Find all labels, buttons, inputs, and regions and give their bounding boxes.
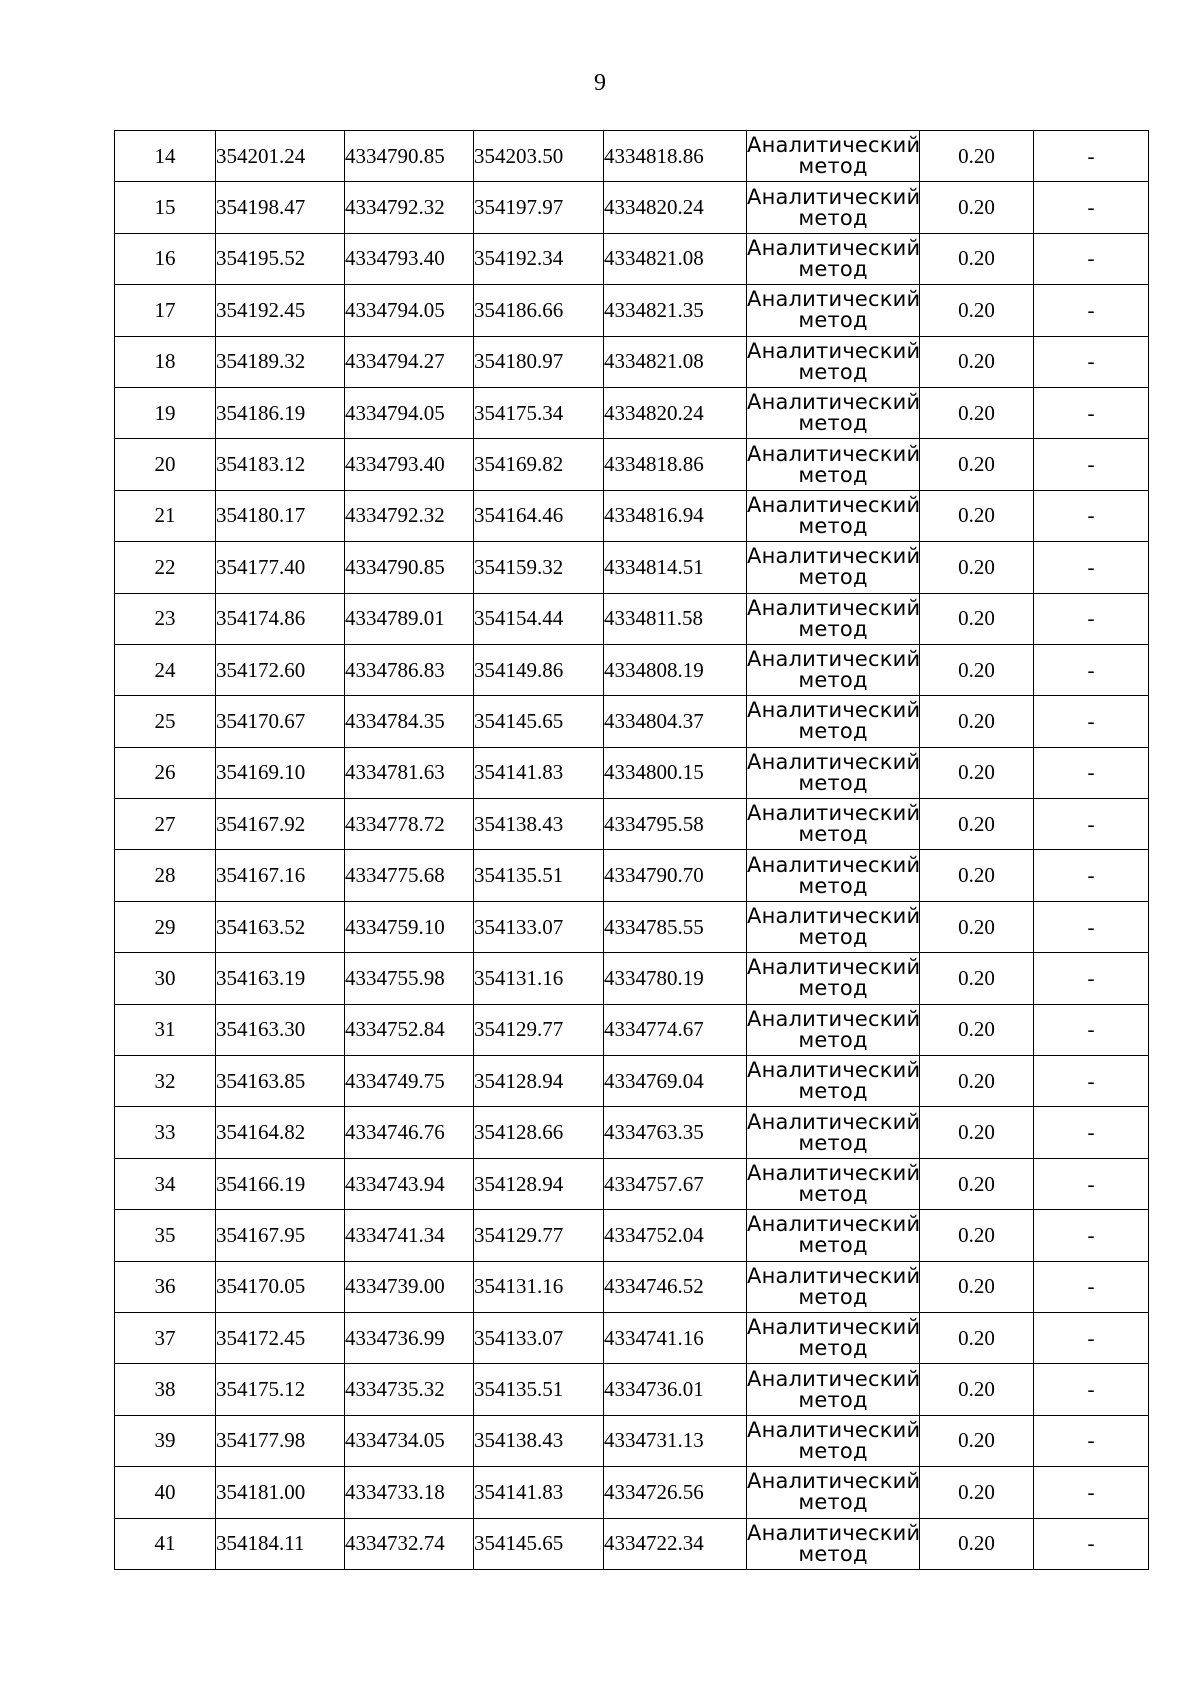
table-row bbox=[115, 542, 1149, 593]
method-cell: Аналитический метод bbox=[747, 285, 920, 336]
x-coordinate-cell: 354163.30 bbox=[216, 1004, 345, 1055]
x-new-coordinate-cell: 354129.77 bbox=[474, 1004, 604, 1055]
method-cell: Аналитический метод bbox=[747, 131, 920, 182]
point-number-cell: 17 bbox=[115, 285, 216, 336]
precision-cell: 0.20 bbox=[920, 644, 1034, 695]
description-cell: - bbox=[1034, 439, 1149, 490]
description-cell: - bbox=[1034, 336, 1149, 387]
y-new-coordinate-cell: 4334804.37 bbox=[604, 696, 747, 747]
y-new-coordinate-cell: 4334820.24 bbox=[604, 387, 747, 438]
y-new-coordinate-cell: 4334818.86 bbox=[604, 439, 747, 490]
y-new-coordinate-cell: 4334757.67 bbox=[604, 1158, 747, 1209]
y-coordinate-cell: 4334794.05 bbox=[345, 285, 474, 336]
precision-cell: 0.20 bbox=[920, 593, 1034, 644]
x-coordinate-cell: 354198.47 bbox=[216, 182, 345, 233]
y-coordinate-cell: 4334734.05 bbox=[345, 1415, 474, 1466]
description-cell: - bbox=[1034, 1056, 1149, 1107]
x-new-coordinate-cell: 354145.65 bbox=[474, 696, 604, 747]
y-coordinate-cell: 4334784.35 bbox=[345, 696, 474, 747]
precision-cell: 0.20 bbox=[920, 1518, 1034, 1569]
table-row bbox=[115, 1056, 1149, 1107]
y-coordinate-cell: 4334790.85 bbox=[345, 542, 474, 593]
x-new-coordinate-cell: 354180.97 bbox=[474, 336, 604, 387]
precision-cell: 0.20 bbox=[920, 285, 1034, 336]
point-number-cell: 16 bbox=[115, 233, 216, 284]
precision-cell: 0.20 bbox=[920, 1056, 1034, 1107]
y-new-coordinate-cell: 4334818.86 bbox=[604, 131, 747, 182]
table-row bbox=[115, 747, 1149, 798]
precision-cell: 0.20 bbox=[920, 439, 1034, 490]
precision-cell: 0.20 bbox=[920, 799, 1034, 850]
method-cell: Аналитический метод bbox=[747, 747, 920, 798]
x-coordinate-cell: 354180.17 bbox=[216, 490, 345, 541]
table-row bbox=[115, 490, 1149, 541]
precision-cell: 0.20 bbox=[920, 387, 1034, 438]
x-coordinate-cell: 354195.52 bbox=[216, 233, 345, 284]
x-coordinate-cell: 354192.45 bbox=[216, 285, 345, 336]
table-row bbox=[115, 1467, 1149, 1518]
point-number-cell: 24 bbox=[115, 644, 216, 695]
point-number-cell: 27 bbox=[115, 799, 216, 850]
x-coordinate-cell: 354183.12 bbox=[216, 439, 345, 490]
x-new-coordinate-cell: 354129.77 bbox=[474, 1210, 604, 1261]
point-number-cell: 15 bbox=[115, 182, 216, 233]
description-cell: - bbox=[1034, 542, 1149, 593]
y-new-coordinate-cell: 4334821.08 bbox=[604, 336, 747, 387]
method-cell: Аналитический метод bbox=[747, 1056, 920, 1107]
description-cell: - bbox=[1034, 953, 1149, 1004]
method-cell: Аналитический метод bbox=[747, 1261, 920, 1312]
x-coordinate-cell: 354166.19 bbox=[216, 1158, 345, 1209]
x-coordinate-cell: 354181.00 bbox=[216, 1467, 345, 1518]
y-new-coordinate-cell: 4334736.01 bbox=[604, 1364, 747, 1415]
y-new-coordinate-cell: 4334752.04 bbox=[604, 1210, 747, 1261]
precision-cell: 0.20 bbox=[920, 542, 1034, 593]
description-cell: - bbox=[1034, 1518, 1149, 1569]
y-coordinate-cell: 4334792.32 bbox=[345, 490, 474, 541]
y-new-coordinate-cell: 4334785.55 bbox=[604, 901, 747, 952]
description-cell: - bbox=[1034, 285, 1149, 336]
method-cell: Аналитический метод bbox=[747, 593, 920, 644]
point-number-cell: 20 bbox=[115, 439, 216, 490]
x-coordinate-cell: 354177.40 bbox=[216, 542, 345, 593]
method-cell: Аналитический метод bbox=[747, 336, 920, 387]
point-number-cell: 33 bbox=[115, 1107, 216, 1158]
precision-cell: 0.20 bbox=[920, 953, 1034, 1004]
y-new-coordinate-cell: 4334800.15 bbox=[604, 747, 747, 798]
precision-cell: 0.20 bbox=[920, 490, 1034, 541]
table-row bbox=[115, 233, 1149, 284]
precision-cell: 0.20 bbox=[920, 233, 1034, 284]
y-coordinate-cell: 4334790.85 bbox=[345, 131, 474, 182]
y-coordinate-cell: 4334743.94 bbox=[345, 1158, 474, 1209]
method-cell: Аналитический метод bbox=[747, 799, 920, 850]
y-new-coordinate-cell: 4334795.58 bbox=[604, 799, 747, 850]
y-coordinate-cell: 4334789.01 bbox=[345, 593, 474, 644]
y-new-coordinate-cell: 4334821.08 bbox=[604, 233, 747, 284]
precision-cell: 0.20 bbox=[920, 1415, 1034, 1466]
precision-cell: 0.20 bbox=[920, 1364, 1034, 1415]
table-body bbox=[115, 131, 1149, 1570]
y-new-coordinate-cell: 4334820.24 bbox=[604, 182, 747, 233]
x-new-coordinate-cell: 354197.97 bbox=[474, 182, 604, 233]
description-cell: - bbox=[1034, 1364, 1149, 1415]
table-row bbox=[115, 439, 1149, 490]
point-number-cell: 14 bbox=[115, 131, 216, 182]
table-row bbox=[115, 1415, 1149, 1466]
y-new-coordinate-cell: 4334746.52 bbox=[604, 1261, 747, 1312]
table-row bbox=[115, 696, 1149, 747]
precision-cell: 0.20 bbox=[920, 1004, 1034, 1055]
x-new-coordinate-cell: 354159.32 bbox=[474, 542, 604, 593]
x-new-coordinate-cell: 354135.51 bbox=[474, 1364, 604, 1415]
point-number-cell: 38 bbox=[115, 1364, 216, 1415]
x-new-coordinate-cell: 354135.51 bbox=[474, 850, 604, 901]
x-new-coordinate-cell: 354133.07 bbox=[474, 1312, 604, 1363]
y-new-coordinate-cell: 4334722.34 bbox=[604, 1518, 747, 1569]
precision-cell: 0.20 bbox=[920, 747, 1034, 798]
point-number-cell: 28 bbox=[115, 850, 216, 901]
point-number-cell: 40 bbox=[115, 1467, 216, 1518]
x-new-coordinate-cell: 354164.46 bbox=[474, 490, 604, 541]
y-new-coordinate-cell: 4334774.67 bbox=[604, 1004, 747, 1055]
x-coordinate-cell: 354184.11 bbox=[216, 1518, 345, 1569]
y-new-coordinate-cell: 4334769.04 bbox=[604, 1056, 747, 1107]
precision-cell: 0.20 bbox=[920, 1467, 1034, 1518]
x-coordinate-cell: 354167.92 bbox=[216, 799, 345, 850]
method-cell: Аналитический метод bbox=[747, 1415, 920, 1466]
y-coordinate-cell: 4334749.75 bbox=[345, 1056, 474, 1107]
table-row bbox=[115, 593, 1149, 644]
x-new-coordinate-cell: 354186.66 bbox=[474, 285, 604, 336]
method-cell: Аналитический метод bbox=[747, 1467, 920, 1518]
table-row bbox=[115, 1107, 1149, 1158]
x-coordinate-cell: 354189.32 bbox=[216, 336, 345, 387]
point-number-cell: 21 bbox=[115, 490, 216, 541]
description-cell: - bbox=[1034, 850, 1149, 901]
table-row bbox=[115, 901, 1149, 952]
y-new-coordinate-cell: 4334811.58 bbox=[604, 593, 747, 644]
y-new-coordinate-cell: 4334814.51 bbox=[604, 542, 747, 593]
table-row bbox=[115, 387, 1149, 438]
x-new-coordinate-cell: 354138.43 bbox=[474, 1415, 604, 1466]
precision-cell: 0.20 bbox=[920, 131, 1034, 182]
y-coordinate-cell: 4334752.84 bbox=[345, 1004, 474, 1055]
method-cell: Аналитический метод bbox=[747, 182, 920, 233]
x-coordinate-cell: 354174.86 bbox=[216, 593, 345, 644]
x-coordinate-cell: 354167.16 bbox=[216, 850, 345, 901]
table-row bbox=[115, 1312, 1149, 1363]
y-new-coordinate-cell: 4334816.94 bbox=[604, 490, 747, 541]
y-coordinate-cell: 4334781.63 bbox=[345, 747, 474, 798]
precision-cell: 0.20 bbox=[920, 901, 1034, 952]
y-coordinate-cell: 4334732.74 bbox=[345, 1518, 474, 1569]
table-row bbox=[115, 1004, 1149, 1055]
method-cell: Аналитический метод bbox=[747, 696, 920, 747]
point-number-cell: 31 bbox=[115, 1004, 216, 1055]
x-new-coordinate-cell: 354138.43 bbox=[474, 799, 604, 850]
x-new-coordinate-cell: 354149.86 bbox=[474, 644, 604, 695]
description-cell: - bbox=[1034, 131, 1149, 182]
x-new-coordinate-cell: 354133.07 bbox=[474, 901, 604, 952]
x-coordinate-cell: 354172.45 bbox=[216, 1312, 345, 1363]
point-number-cell: 25 bbox=[115, 696, 216, 747]
method-cell: Аналитический метод bbox=[747, 644, 920, 695]
y-new-coordinate-cell: 4334731.13 bbox=[604, 1415, 747, 1466]
description-cell: - bbox=[1034, 644, 1149, 695]
y-coordinate-cell: 4334746.76 bbox=[345, 1107, 474, 1158]
x-new-coordinate-cell: 354203.50 bbox=[474, 131, 604, 182]
x-new-coordinate-cell: 354141.83 bbox=[474, 747, 604, 798]
y-coordinate-cell: 4334735.32 bbox=[345, 1364, 474, 1415]
y-coordinate-cell: 4334793.40 bbox=[345, 439, 474, 490]
x-coordinate-cell: 354172.60 bbox=[216, 644, 345, 695]
description-cell: - bbox=[1034, 1415, 1149, 1466]
precision-cell: 0.20 bbox=[920, 182, 1034, 233]
x-new-coordinate-cell: 354145.65 bbox=[474, 1518, 604, 1569]
table-row bbox=[115, 285, 1149, 336]
table-row bbox=[115, 1364, 1149, 1415]
method-cell: Аналитический метод bbox=[747, 439, 920, 490]
precision-cell: 0.20 bbox=[920, 850, 1034, 901]
table-row bbox=[115, 182, 1149, 233]
y-coordinate-cell: 4334759.10 bbox=[345, 901, 474, 952]
point-number-cell: 29 bbox=[115, 901, 216, 952]
method-cell: Аналитический метод bbox=[747, 490, 920, 541]
y-new-coordinate-cell: 4334741.16 bbox=[604, 1312, 747, 1363]
precision-cell: 0.20 bbox=[920, 336, 1034, 387]
description-cell: - bbox=[1034, 593, 1149, 644]
y-new-coordinate-cell: 4334821.35 bbox=[604, 285, 747, 336]
description-cell: - bbox=[1034, 1312, 1149, 1363]
x-coordinate-cell: 354170.05 bbox=[216, 1261, 345, 1312]
description-cell: - bbox=[1034, 1004, 1149, 1055]
x-new-coordinate-cell: 354131.16 bbox=[474, 1261, 604, 1312]
x-new-coordinate-cell: 354192.34 bbox=[474, 233, 604, 284]
description-cell: - bbox=[1034, 1261, 1149, 1312]
y-coordinate-cell: 4334741.34 bbox=[345, 1210, 474, 1261]
description-cell: - bbox=[1034, 387, 1149, 438]
y-coordinate-cell: 4334775.68 bbox=[345, 850, 474, 901]
point-number-cell: 35 bbox=[115, 1210, 216, 1261]
y-coordinate-cell: 4334792.32 bbox=[345, 182, 474, 233]
point-number-cell: 30 bbox=[115, 953, 216, 1004]
y-coordinate-cell: 4334733.18 bbox=[345, 1467, 474, 1518]
point-number-cell: 26 bbox=[115, 747, 216, 798]
method-cell: Аналитический метод bbox=[747, 1004, 920, 1055]
description-cell: - bbox=[1034, 233, 1149, 284]
method-cell: Аналитический метод bbox=[747, 1312, 920, 1363]
description-cell: - bbox=[1034, 490, 1149, 541]
y-new-coordinate-cell: 4334808.19 bbox=[604, 644, 747, 695]
y-coordinate-cell: 4334793.40 bbox=[345, 233, 474, 284]
method-cell: Аналитический метод bbox=[747, 233, 920, 284]
table-row bbox=[115, 336, 1149, 387]
y-coordinate-cell: 4334778.72 bbox=[345, 799, 474, 850]
table-row bbox=[115, 1518, 1149, 1569]
precision-cell: 0.20 bbox=[920, 696, 1034, 747]
y-coordinate-cell: 4334794.27 bbox=[345, 336, 474, 387]
y-new-coordinate-cell: 4334790.70 bbox=[604, 850, 747, 901]
table-row bbox=[115, 131, 1149, 182]
precision-cell: 0.20 bbox=[920, 1261, 1034, 1312]
page-number: 9 bbox=[594, 70, 606, 96]
description-cell: - bbox=[1034, 799, 1149, 850]
description-cell: - bbox=[1034, 1107, 1149, 1158]
point-number-cell: 37 bbox=[115, 1312, 216, 1363]
table-row bbox=[115, 799, 1149, 850]
point-number-cell: 34 bbox=[115, 1158, 216, 1209]
method-cell: Аналитический метод bbox=[747, 1107, 920, 1158]
description-cell: - bbox=[1034, 1158, 1149, 1209]
x-coordinate-cell: 354177.98 bbox=[216, 1415, 345, 1466]
x-new-coordinate-cell: 354128.94 bbox=[474, 1158, 604, 1209]
point-number-cell: 18 bbox=[115, 336, 216, 387]
table-row bbox=[115, 644, 1149, 695]
point-number-cell: 19 bbox=[115, 387, 216, 438]
x-coordinate-cell: 354164.82 bbox=[216, 1107, 345, 1158]
method-cell: Аналитический метод bbox=[747, 901, 920, 952]
x-coordinate-cell: 354201.24 bbox=[216, 131, 345, 182]
point-number-cell: 36 bbox=[115, 1261, 216, 1312]
precision-cell: 0.20 bbox=[920, 1107, 1034, 1158]
x-coordinate-cell: 354163.52 bbox=[216, 901, 345, 952]
table-row bbox=[115, 1261, 1149, 1312]
description-cell: - bbox=[1034, 747, 1149, 798]
x-coordinate-cell: 354163.85 bbox=[216, 1056, 345, 1107]
method-cell: Аналитический метод bbox=[747, 953, 920, 1004]
precision-cell: 0.20 bbox=[920, 1312, 1034, 1363]
y-coordinate-cell: 4334794.05 bbox=[345, 387, 474, 438]
y-coordinate-cell: 4334739.00 bbox=[345, 1261, 474, 1312]
coordinates-table bbox=[114, 130, 1149, 1570]
table-row bbox=[115, 953, 1149, 1004]
description-cell: - bbox=[1034, 1210, 1149, 1261]
method-cell: Аналитический метод bbox=[747, 1210, 920, 1261]
y-coordinate-cell: 4334755.98 bbox=[345, 953, 474, 1004]
point-number-cell: 23 bbox=[115, 593, 216, 644]
x-coordinate-cell: 354163.19 bbox=[216, 953, 345, 1004]
x-coordinate-cell: 354175.12 bbox=[216, 1364, 345, 1415]
x-coordinate-cell: 354169.10 bbox=[216, 747, 345, 798]
description-cell: - bbox=[1034, 1467, 1149, 1518]
description-cell: - bbox=[1034, 901, 1149, 952]
x-new-coordinate-cell: 354131.16 bbox=[474, 953, 604, 1004]
y-coordinate-cell: 4334786.83 bbox=[345, 644, 474, 695]
method-cell: Аналитический метод bbox=[747, 1518, 920, 1569]
method-cell: Аналитический метод bbox=[747, 1364, 920, 1415]
y-new-coordinate-cell: 4334726.56 bbox=[604, 1467, 747, 1518]
x-coordinate-cell: 354186.19 bbox=[216, 387, 345, 438]
x-coordinate-cell: 354170.67 bbox=[216, 696, 345, 747]
precision-cell: 0.20 bbox=[920, 1158, 1034, 1209]
method-cell: Аналитический метод bbox=[747, 1158, 920, 1209]
x-new-coordinate-cell: 354128.94 bbox=[474, 1056, 604, 1107]
y-new-coordinate-cell: 4334763.35 bbox=[604, 1107, 747, 1158]
x-new-coordinate-cell: 354175.34 bbox=[474, 387, 604, 438]
table-row bbox=[115, 1210, 1149, 1261]
point-number-cell: 32 bbox=[115, 1056, 216, 1107]
y-coordinate-cell: 4334736.99 bbox=[345, 1312, 474, 1363]
method-cell: Аналитический метод bbox=[747, 387, 920, 438]
description-cell: - bbox=[1034, 696, 1149, 747]
table-row bbox=[115, 850, 1149, 901]
x-new-coordinate-cell: 354154.44 bbox=[474, 593, 604, 644]
x-new-coordinate-cell: 354128.66 bbox=[474, 1107, 604, 1158]
x-coordinate-cell: 354167.95 bbox=[216, 1210, 345, 1261]
point-number-cell: 22 bbox=[115, 542, 216, 593]
x-new-coordinate-cell: 354141.83 bbox=[474, 1467, 604, 1518]
method-cell: Аналитический метод bbox=[747, 850, 920, 901]
table-row bbox=[115, 1158, 1149, 1209]
x-new-coordinate-cell: 354169.82 bbox=[474, 439, 604, 490]
precision-cell: 0.20 bbox=[920, 1210, 1034, 1261]
method-cell: Аналитический метод bbox=[747, 542, 920, 593]
point-number-cell: 39 bbox=[115, 1415, 216, 1466]
y-new-coordinate-cell: 4334780.19 bbox=[604, 953, 747, 1004]
point-number-cell: 41 bbox=[115, 1518, 216, 1569]
description-cell: - bbox=[1034, 182, 1149, 233]
